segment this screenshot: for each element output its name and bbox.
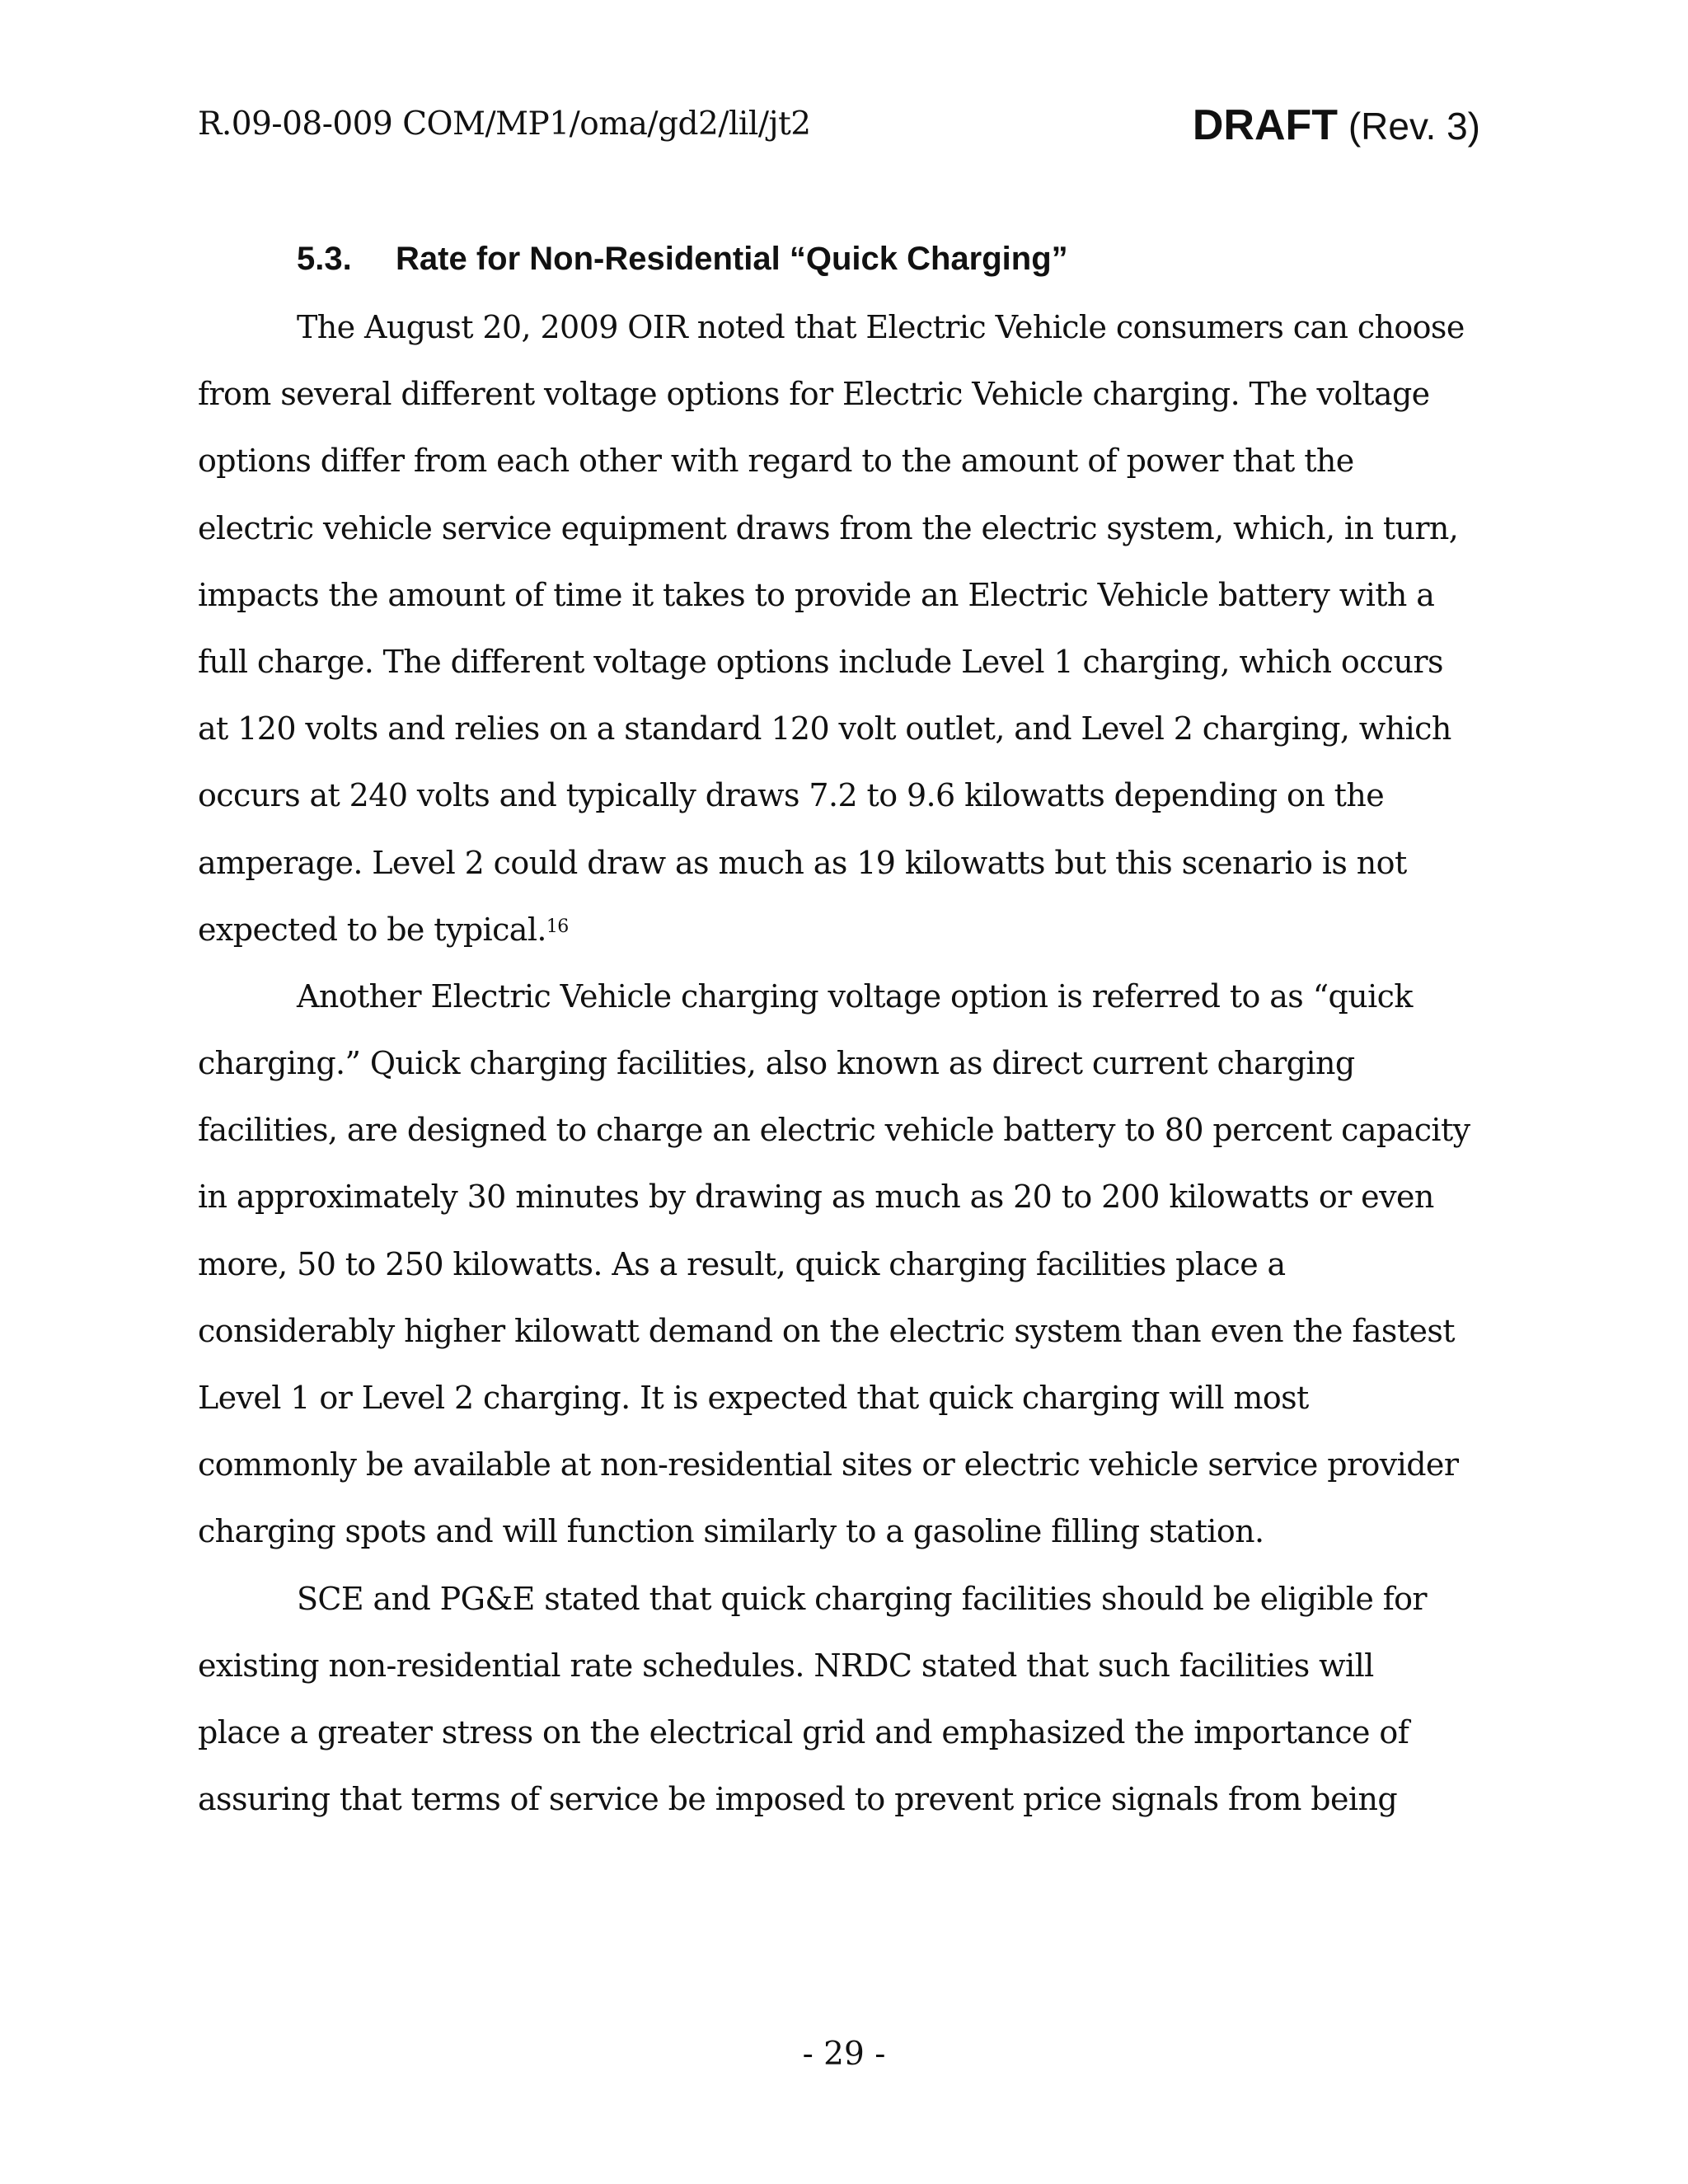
footnote-reference[interactable]: 16 xyxy=(546,916,569,937)
page-number: - 29 - xyxy=(802,2036,886,2073)
paragraph-line: Another Electric Vehicle charging voltage option is referred to as “quick xyxy=(297,977,1413,1015)
paragraph-line: existing non-residential rate schedules. NRDC stated that such facilities will xyxy=(198,1647,1374,1684)
paragraph-line: charging.” Quick charging facilities, also known as direct current charging xyxy=(198,1045,1355,1082)
paragraph-line: full charge. The different voltage options include Level 1 charging, which occurs xyxy=(198,643,1443,680)
paragraph-line: commonly be available at non-residential sites or electric vehicle service provider xyxy=(198,1446,1459,1483)
paragraph-line: more, 50 to 250 kilowatts. As a result, quick charging facilities place a xyxy=(198,1245,1286,1282)
paragraph-line: at 120 volts and relies on a standard 120 volt outlet, and Level 2 charging, which xyxy=(198,710,1451,748)
paragraph-line: occurs at 240 volts and typically draws 7.2 to 9.6 kilowatts depending on the xyxy=(198,777,1385,814)
paragraph-line: SCE and PG&E stated that quick charging facilities should be eligible for xyxy=(297,1580,1427,1617)
paragraph-line: assuring that terms of service be imposed to prevent price signals from being xyxy=(198,1781,1398,1818)
paragraph-line: considerably higher kilowatt demand on the electric system than even the fastest xyxy=(198,1312,1455,1349)
paragraph-line: from several different voltage options for Electric Vehicle charging. The voltage xyxy=(198,376,1430,413)
section-heading xyxy=(297,241,1068,278)
section-title: Rate for Non-Residential “Quick Charging” xyxy=(396,241,1068,277)
section-number: 5.3. xyxy=(297,241,352,277)
draft-revision-label xyxy=(1193,101,1480,150)
paragraph-line: options differ from each other with regard to the amount of power that the xyxy=(198,443,1354,480)
docket-number: R.09-08-009 COM/MP1/oma/gd2/lil/jt2 xyxy=(198,105,811,143)
body-text xyxy=(198,294,1492,1833)
paragraph-line: electric vehicle service equipment draws from the electric system, which, in turn, xyxy=(198,509,1459,546)
paragraph-line: impacts the amount of time it takes to provide an Electric Vehicle battery with a xyxy=(198,576,1435,613)
paragraph-line-text: expected to be typical. xyxy=(198,911,546,948)
paragraph-line: The August 20, 2009 OIR noted that Electric Vehicle consumers can choose xyxy=(297,309,1465,345)
paragraph-line: facilities, are designed to charge an electric vehicle battery to 80 percent capacity xyxy=(198,1112,1470,1149)
paragraph-line: amperage. Level 2 could draw as much as 19 kilowatts but this scenario is not xyxy=(198,844,1407,881)
draft-label: DRAFT xyxy=(1192,101,1339,149)
paragraph-line: charging spots and will function similarly to a gasoline filling station. xyxy=(198,1513,1264,1550)
revision-label: (Rev. 3) xyxy=(1348,105,1480,148)
paragraph-line-with-footnote xyxy=(198,897,1492,963)
paragraph-line: place a greater stress on the electrical grid and emphasized the importance of xyxy=(198,1713,1409,1750)
paragraph-line: Level 1 or Level 2 charging. It is expected that quick charging will most xyxy=(198,1380,1309,1416)
paragraph-line: in approximately 30 minutes by drawing as much as 20 to 200 kilowatts or even xyxy=(198,1179,1434,1216)
